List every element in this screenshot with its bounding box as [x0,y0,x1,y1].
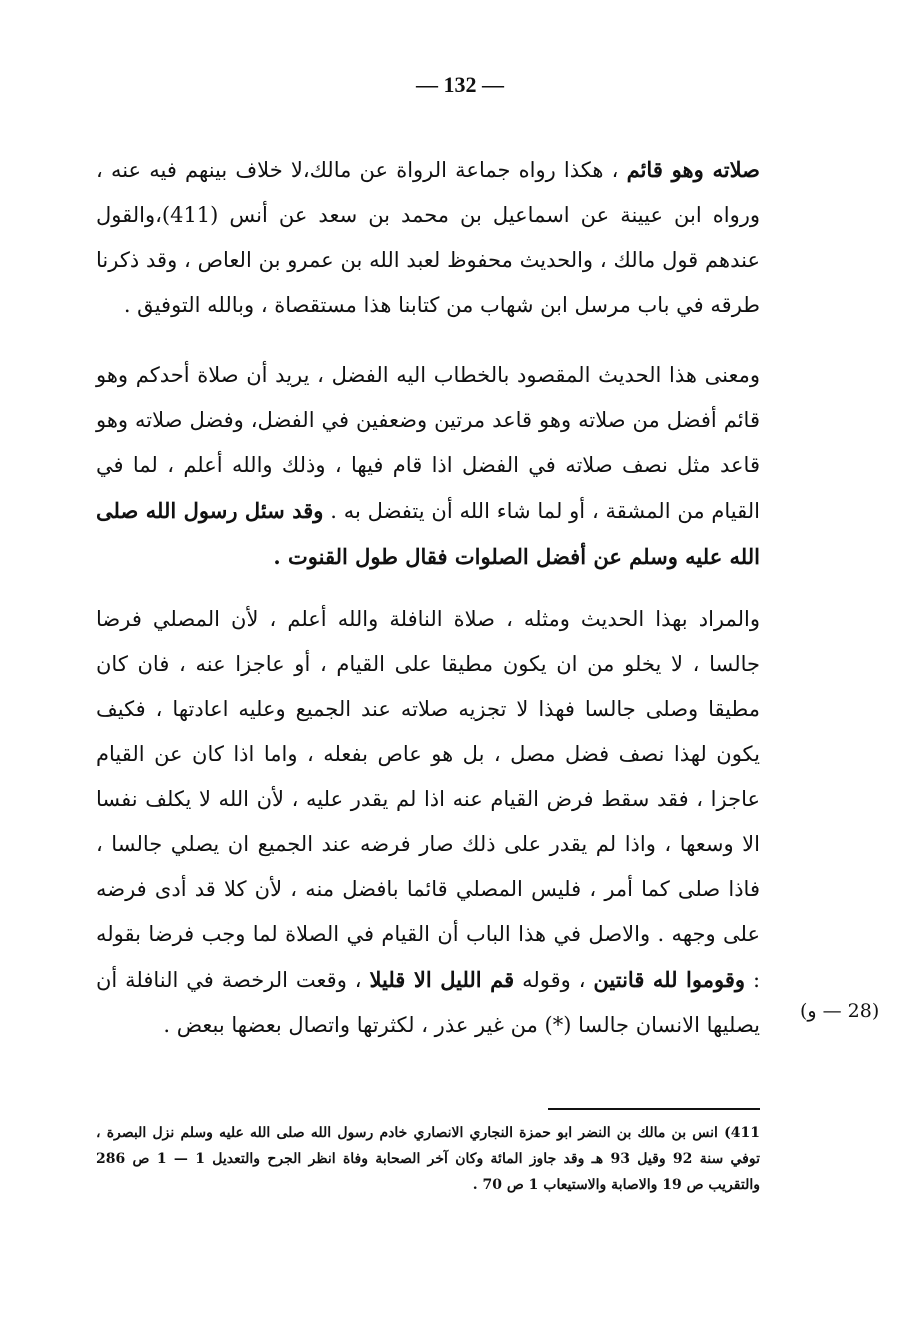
body-paragraph-1 [96,147,760,328]
paragraph-text: ، هكذا رواه جماعة الرواة عن مالك،لا خلاف بينهم فيه عنه ، ورواه ابن عيينة عن اسماعيل بن محمد بن سعد عن أنس (411)،والقول عندهم قول مالك ، والحديث محفوظ لعبد الله بن عمرو بن العاص ، وقد ذكرنا طرقه في باب مرسل ابن شهاب من كتابنا هذا مستقصاة ، وبالله التوفيق . [96,158,760,317]
quran-quote: وقوموا لله قانتين [593,967,746,992]
bold-phrase: صلاته وهو قائم [626,157,760,182]
manuscript-folio-note: (28 — و) [800,1000,880,1022]
bold-phrase: وقد سئل رسول الله صلى الله عليه وسلم عن أفضل الصلوات فقال طول القنوت . [96,498,760,569]
page-number: — 132 — [416,72,504,97]
paragraph-text: ، وقعت الرخصة في النافلة أن يصليها الانسان جالسا (*) من غير عذر ، لكثرتها واتصال بعضها ببعض . [96,968,760,1037]
footnote-item: 411) انس بن مالك بن النضر ابو حمزة النجاري الانصاري خادم رسول الله صلى الله عليه وسلم نزل البصرة ، توفي سنة 92 وقيل 93 هـ وقد جاوز المائة وكان آخر الصحابة وفاة انظر الجرح والتعديل 1 — 1 ص 286 والتقريب ص 19 والاصابة والاستيعاب 1 ص 70 . [96,1125,761,1193]
footnotes [96,1120,760,1198]
paragraph-text: والمراد بهذا الحديث ومثله ، صلاة النافلة والله أعلم ، لأن المصلي فرضا جالسا ، لا يخلو من ان يكون مطيقا على القيام ، أو عاجزا عنه ، فان كان مطيقا وصلى جالسا فهذا لا تجزيه صلاته عند الجميع وعليه اعادتها ، فكيف يكون لهذا نصف فضل مصل ، بل هو عاص بفعله ، واما اذا كان عن القيام عاجزا ، فقد سقط فرض القيام عنه اذا لم يقدر عليه ، لأن الله لا يكلف نفسا الا وسعها ، واذا لم يقدر على ذلك صار فرضه عند الجميع ان يصلي جالسا ، فاذا صلى كما أمر ، فليس المصلي قائما بافضل منه ، لأن كلا قد أدى فرضه على وجهه . والاصل في هذا الباب أن القيام في الصلاة لما وجب فرضا بقوله : [96,607,761,992]
body-paragraph-2 [96,353,760,580]
footnote-divider [548,1108,760,1110]
quran-quote: قم الليل الا قليلا [369,967,515,992]
paragraph-text: ، وقوله [522,968,586,992]
body-paragraph-3 [96,597,760,1048]
paragraph-text: ومعنى هذا الحديث المقصود بالخطاب اليه الفضل ، يريد أن صلاة أحدكم وهو قائم أفضل من صلاته وهو قاعد مرتين وضعفين في الفضل، وفضل صلاته وهو قاعد مثل نصف صلاته في الفضل اذا قام فيها ، وذلك والله أعلم ، لما في القيام من المشقة ، أو لما شاء الله أن يتفضل به . [96,363,760,523]
